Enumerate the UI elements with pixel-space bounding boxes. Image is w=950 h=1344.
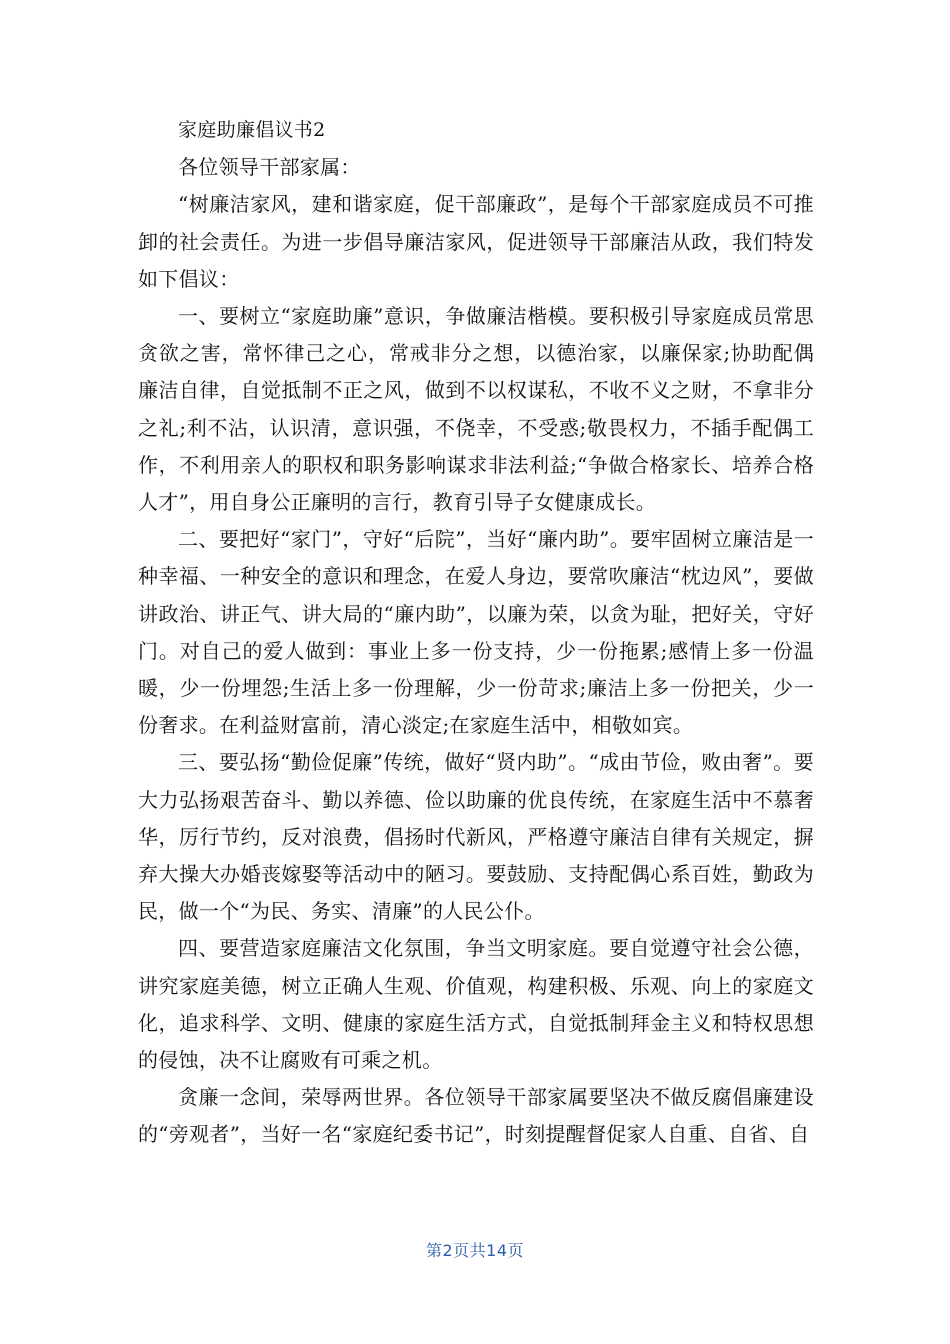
page-number-footer: 第2页共14页 xyxy=(425,1241,525,1260)
paragraph-closing: 贪廉一念间，荣辱两世界。各位领导干部家属要坚决不做反腐倡廉建设的“旁观者”，当好一名“家庭纪委书记”，时刻提醒督促家人自重、自省、自 xyxy=(138,1085,814,1147)
paragraph-intro: “树廉洁家风，建和谐家庭，促干部廉政”，是每个干部家庭成员不可推卸的社会责任。为进一步倡导廉洁家风，促进领导干部廉洁从政，我们特发如下倡议： xyxy=(138,192,814,291)
salutation: 各位领导干部家属： xyxy=(178,155,361,180)
paragraph-point-2: 二、要把好“家门”，守好“后院”，当好“廉内助”。要牢固树立廉洁是一种幸福、一种安全的意识和理念，在爱人身边，要常吹廉洁“枕边风”，要做讲政治、讲正气、讲大局的“廉内助”，以廉为荣，以贪为耻，把好关，守好门。对自己的爱人做到：事业上多一份支持，少一份拖累;感情上多一份温暖，少一份埋怨;生活上多一份理解，少一份苛求;廉洁上多一份把关，少一份奢求。在利益财富前，清心淡定;在家庭生活中，相敬如宾。 xyxy=(138,527,814,738)
document-body xyxy=(138,112,814,1154)
paragraph-point-1: 一、要树立“家庭助廉”意识，争做廉洁楷模。要积极引导家庭成员常思贪欲之害，常怀律己之心，常戒非分之想，以德治家，以廉保家;协助配偶廉洁自律，自觉抵制不正之风，做到不以权谋私，不收不义之财，不拿非分之礼;利不沾，认识清，意识强，不侥幸，不受惑;敬畏权力，不插手配偶工作，不利用亲人的职权和职务影响谋求非法利益;“争做合格家长、培养合格人才”，用自身公正廉明的言行，教育引导子女健康成长。 xyxy=(138,304,814,515)
document-title: 家庭助廉倡议书2 xyxy=(178,119,326,141)
paragraph-point-4: 四、要营造家庭廉洁文化氛围，争当文明家庭。要自觉遵守社会公德，讲究家庭美德，树立正确人生观、价值观，构建积极、乐观、向上的家庭文化，追求科学、文明、健康的家庭生活方式，自觉抵制拜金主义和特权思想的侵蚀，决不让腐败有可乘之机。 xyxy=(138,936,814,1073)
paragraph-point-3: 三、要弘扬“勤俭促廉”传统，做好“贤内助”。“成由节俭，败由奢”。要大力弘扬艰苦奋斗、勤以养德、俭以助廉的优良传统，在家庭生活中不慕奢华，厉行节约，反对浪费，倡扬时代新风，严格遵守廉洁自律有关规定，摒弃大操大办婚丧嫁娶等活动中的陋习。要鼓励、支持配偶心系百姓，勤政为民，做一个“为民、务实、清廉”的人民公仆。 xyxy=(138,750,814,924)
